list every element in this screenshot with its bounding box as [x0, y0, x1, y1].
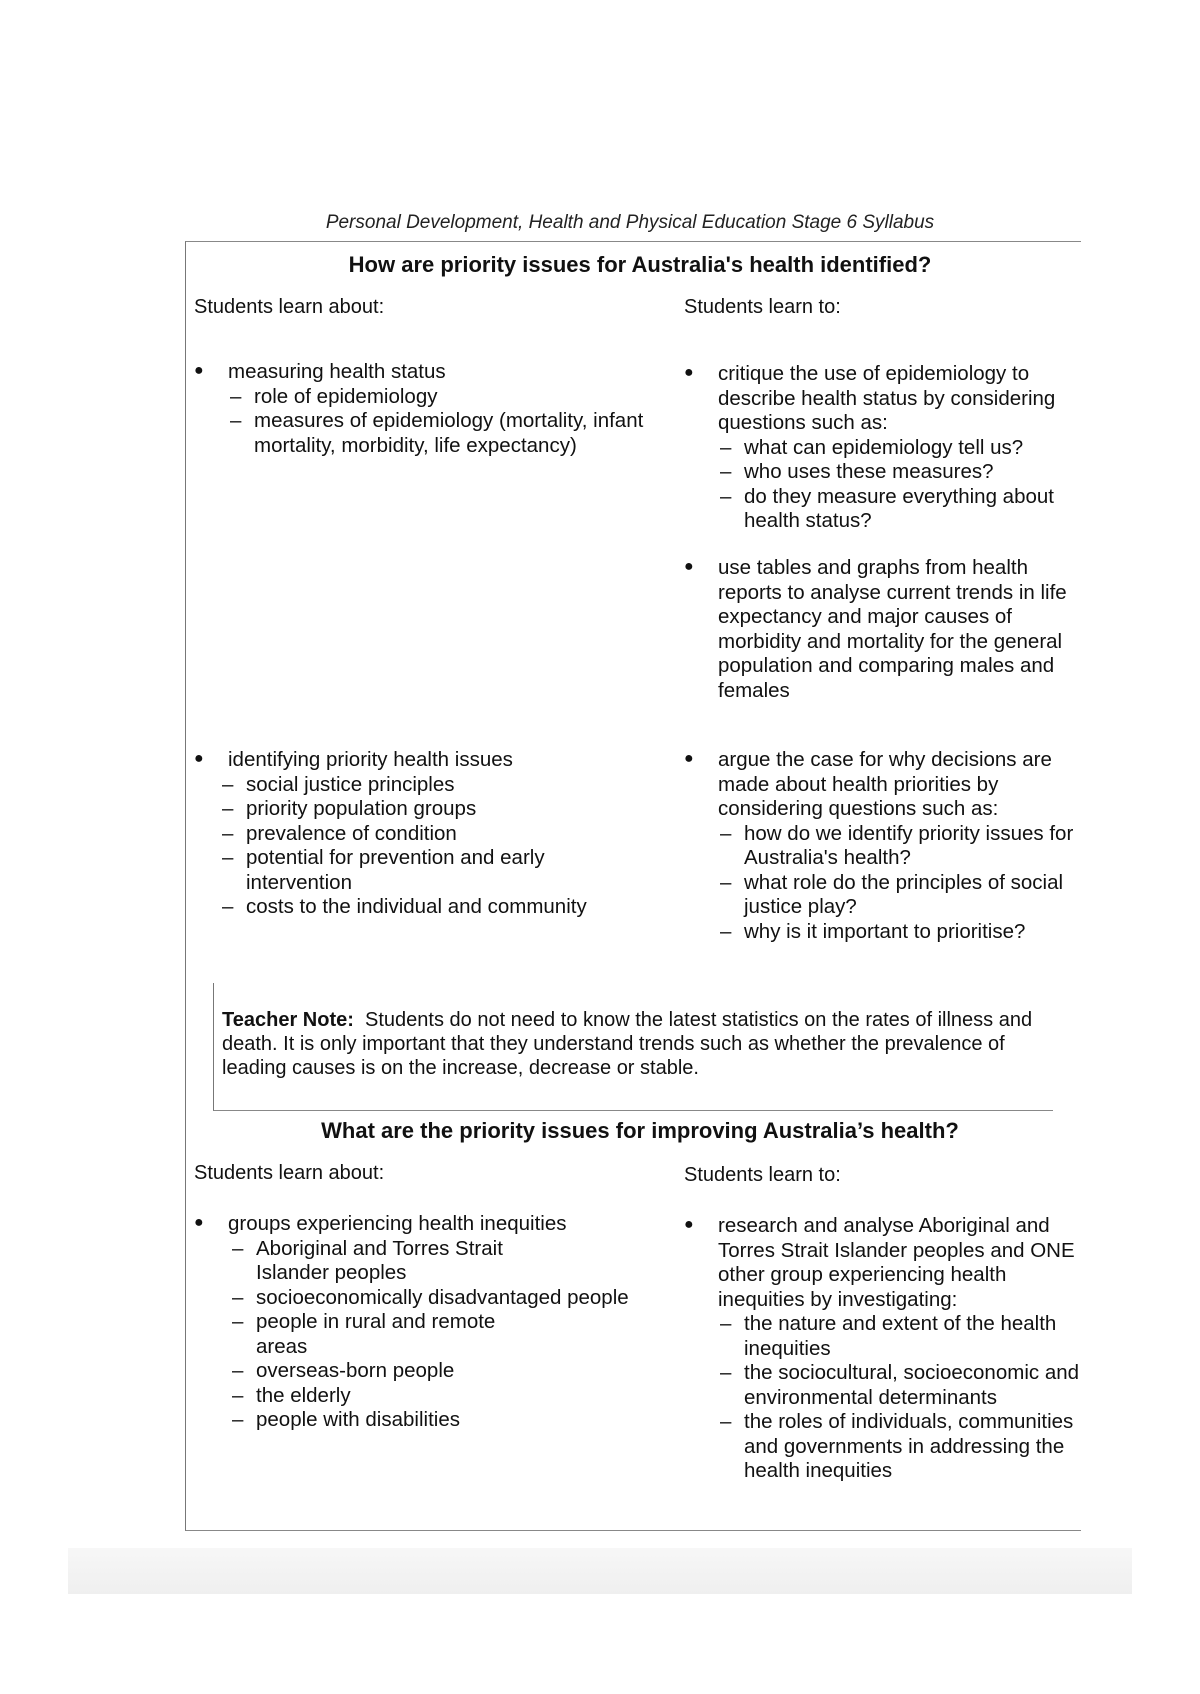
sub-list	[230, 1236, 629, 1433]
sub-item: – why is it important to prioritise?	[720, 919, 1026, 943]
section-2-left-heading: Students learn about:	[194, 1162, 385, 1184]
running-header: Personal Development, Health and Physical Education Stage 6 Syllabus	[325, 212, 935, 233]
bullet-icon: ●	[684, 364, 694, 381]
sub-item: – who uses these measures?	[720, 460, 994, 483]
bullet-row	[194, 360, 684, 385]
right-item-critique-epidemiology	[684, 362, 1084, 534]
left-item-measuring-health-status	[194, 360, 684, 458]
sub-item: – measures of epidemiology (mortality, infant mortality, morbidity, life expectancy)	[230, 409, 644, 457]
bullet-row	[194, 748, 624, 773]
sub-item: – Aboriginal and Torres Strait Islander peoples	[232, 1236, 503, 1284]
sub-item: – people in rural and remote areas	[232, 1310, 496, 1358]
sub-item: – the sociocultural, socioeconomic and environmental determinants	[720, 1361, 1080, 1409]
sub-list	[718, 822, 1094, 945]
right-item-research-and-analyse	[684, 1214, 1094, 1484]
item-text: critique the use of epidemiology to describe health status by considering questions such as:	[718, 362, 1056, 434]
bullet-row	[684, 748, 1094, 822]
teacher-note	[222, 1008, 1062, 1080]
bullet-row	[684, 362, 1084, 436]
teacher-note-label: Teacher Note:	[222, 1009, 354, 1031]
sub-item: – socioeconomically disadvantaged people	[232, 1285, 629, 1309]
left-item-groups-health-inequities	[194, 1212, 674, 1433]
sub-item: – the roles of individuals, communities and governments in addressing the health inequities	[720, 1410, 1074, 1482]
section-1-title: How are priority issues for Australia's health identified?	[348, 252, 932, 277]
item-text: measuring health status	[228, 360, 446, 383]
bullet-row	[684, 556, 1074, 703]
item-text: groups experiencing health inequities	[228, 1212, 567, 1235]
bullet-row	[194, 1212, 674, 1237]
bullet-icon: ●	[194, 750, 204, 767]
sub-item: – overseas-born people	[232, 1359, 455, 1382]
bullet-icon: ●	[684, 558, 694, 575]
bullet-icon: ●	[684, 1216, 694, 1233]
sub-item: – role of epidemiology	[230, 384, 438, 408]
sub-item: – prevalence of condition	[222, 821, 457, 845]
sub-item: – social justice principles	[222, 772, 455, 796]
section-2-right-heading: Students learn to:	[684, 1164, 841, 1186]
item-text: identifying priority health issues	[228, 748, 513, 771]
sub-list	[718, 1312, 1094, 1484]
item-text: research and analyse Aboriginal and Torres Strait Islander peoples and ONE other group experiencing health inequities by investigating:	[718, 1214, 1075, 1311]
sub-item: – the nature and extent of the health inequities	[720, 1312, 1057, 1360]
teacher-note-text: Students do not need to know the latest statistics on the rates of illness and death. It is only important that they understand trends such as whether the prevalence of leading causes is on the increase, decrease or stable.	[222, 1009, 1033, 1079]
sub-item: – people with disabilities	[232, 1408, 460, 1431]
section-1-right-heading: Students learn to:	[684, 296, 841, 318]
sub-item: – potential for prevention and early intervention	[222, 846, 545, 894]
right-item-argue-the-case	[684, 748, 1094, 944]
sub-item: – costs to the individual and community	[222, 895, 587, 918]
bullet-icon: ●	[194, 1214, 204, 1231]
sub-item: – priority population groups	[222, 797, 477, 820]
sub-item: – what role do the principles of social justice play?	[720, 870, 1064, 918]
item-text: argue the case for why decisions are made about health priorities by considering questions such as:	[718, 748, 1052, 820]
right-item-use-tables-graphs	[684, 556, 1074, 703]
sub-item: – do they measure everything about health status?	[720, 484, 1054, 532]
sub-list	[228, 385, 684, 459]
left-item-identifying-priority-issues	[194, 748, 624, 920]
sub-item: – the elderly	[232, 1383, 351, 1407]
sub-list	[718, 436, 1084, 534]
sub-item: – how do we identify priority issues for Australia's health?	[720, 821, 1074, 869]
sub-list	[218, 773, 624, 920]
bullet-row	[684, 1214, 1094, 1312]
item-text: use tables and graphs from health reports to analyse current trends in life expectancy and major causes of morbidity and mortality for the general population and comparing males and females	[718, 556, 1067, 702]
page-bottom-shade	[68, 1548, 1132, 1594]
section-1-left-heading: Students learn about:	[194, 296, 385, 318]
bullet-icon: ●	[194, 362, 204, 379]
section-2-title: What are the priority issues for improving Australia’s health?	[321, 1118, 959, 1143]
bullet-icon: ●	[684, 750, 694, 767]
sub-item: – what can epidemiology tell us?	[720, 435, 1024, 459]
